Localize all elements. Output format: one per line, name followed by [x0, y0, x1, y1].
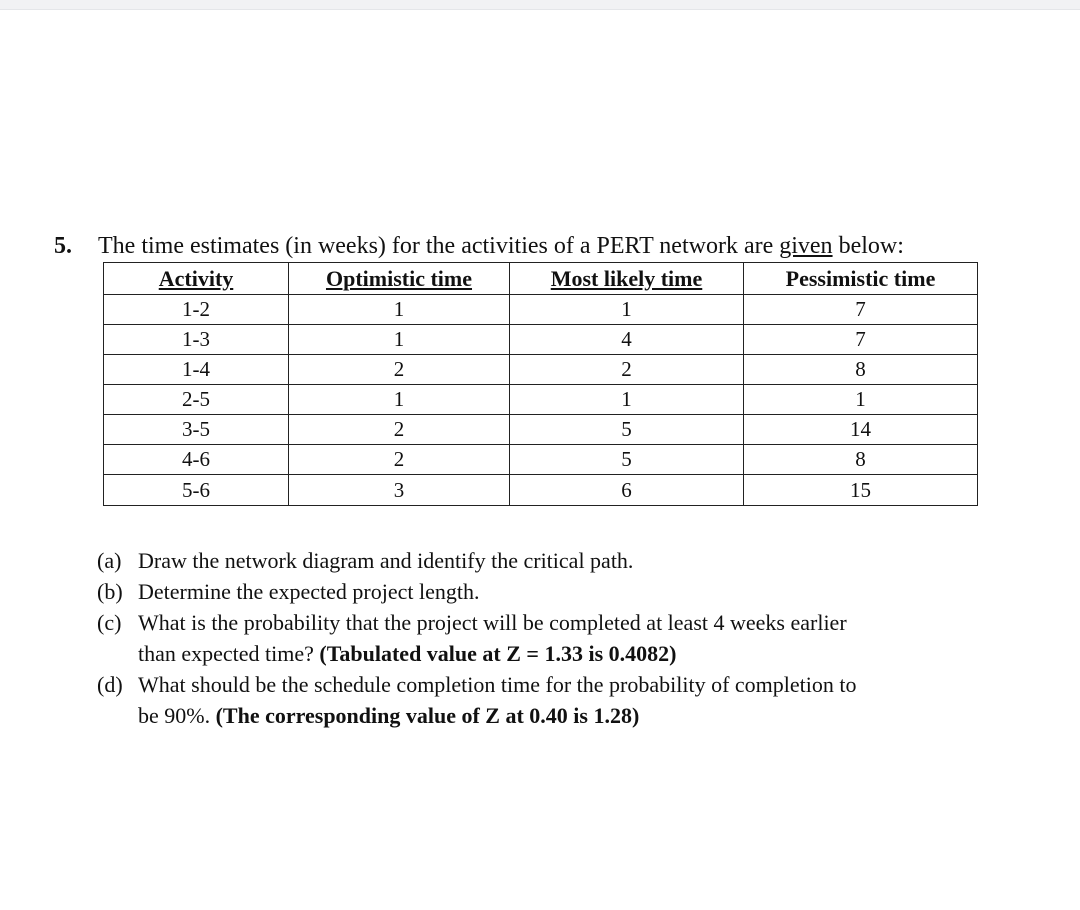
table-row — [104, 415, 978, 445]
cell-most-likely: 5 — [510, 415, 744, 445]
cell-activity: 3-5 — [104, 415, 289, 445]
table-row — [104, 295, 978, 325]
part-c-line2: than expected time? — [138, 641, 320, 666]
cell-most-likely: 1 — [510, 295, 744, 325]
stem-text-after: below: — [832, 233, 904, 259]
cell-pessimistic: 14 — [744, 415, 978, 445]
cell-optimistic: 2 — [289, 415, 510, 445]
part-d-z-value: (The corresponding value of Z at 0.40 is 1.28) — [215, 703, 640, 728]
cell-most-likely: 1 — [510, 385, 744, 415]
part-b — [97, 576, 857, 607]
cell-activity: 1-4 — [104, 355, 289, 385]
table-row — [104, 475, 978, 506]
part-d-label: (d) — [97, 672, 123, 697]
cell-optimistic: 3 — [289, 475, 510, 506]
cell-pessimistic: 1 — [744, 385, 978, 415]
question-number: 5. — [54, 233, 72, 259]
table-row — [104, 385, 978, 415]
cell-most-likely: 6 — [510, 475, 744, 506]
part-b-label: (b) — [97, 579, 123, 604]
header-optimistic-time: Optimistic time — [289, 263, 510, 295]
cell-activity: 4-6 — [104, 445, 289, 475]
cell-optimistic: 1 — [289, 295, 510, 325]
header-most-likely-time: Most likely time — [510, 263, 744, 295]
stem-text-before: The time estimates (in weeks) for the activities of a PERT network are — [98, 233, 780, 259]
cell-optimistic: 1 — [289, 385, 510, 415]
header-activity: Activity — [104, 263, 289, 295]
part-d — [97, 669, 857, 731]
cell-pessimistic: 15 — [744, 475, 978, 506]
part-a-label: (a) — [97, 548, 122, 573]
table-row — [104, 355, 978, 385]
table-row — [104, 445, 978, 475]
header-pessimistic-time: Pessimistic time — [744, 263, 978, 295]
stem-underlined-word: given — [779, 233, 833, 259]
part-c-tabulated-value: (Tabulated value at Z = 1.33 is 0.4082) — [319, 641, 677, 666]
table-row — [104, 325, 978, 355]
cell-pessimistic: 8 — [744, 445, 978, 475]
cell-activity: 2-5 — [104, 385, 289, 415]
part-d-line2: be 90%. — [138, 703, 216, 728]
cell-most-likely: 5 — [510, 445, 744, 475]
question-stem — [98, 231, 904, 261]
cell-pessimistic: 8 — [744, 355, 978, 385]
cell-most-likely: 2 — [510, 355, 744, 385]
part-c-line1: What is the probability that the project will be completed at least 4 weeks earlier — [138, 610, 847, 635]
cell-optimistic: 2 — [289, 445, 510, 475]
cell-optimistic: 2 — [289, 355, 510, 385]
cell-pessimistic: 7 — [744, 295, 978, 325]
part-c-label: (c) — [97, 610, 122, 635]
table-header-row — [104, 263, 978, 295]
part-a-text: Draw the network diagram and identify the critical path. — [138, 548, 634, 573]
question-parts — [97, 545, 857, 731]
part-b-text: Determine the expected project length. — [138, 579, 480, 604]
cell-pessimistic: 7 — [744, 325, 978, 355]
cell-activity: 1-2 — [104, 295, 289, 325]
part-c — [97, 607, 857, 669]
part-d-line1: What should be the schedule completion time for the probability of completion to — [138, 672, 857, 697]
part-a — [97, 545, 857, 576]
cell-activity: 1-3 — [104, 325, 289, 355]
pert-time-estimates-table — [103, 262, 978, 506]
cell-activity: 5-6 — [104, 475, 289, 506]
cell-most-likely: 4 — [510, 325, 744, 355]
cell-optimistic: 1 — [289, 325, 510, 355]
